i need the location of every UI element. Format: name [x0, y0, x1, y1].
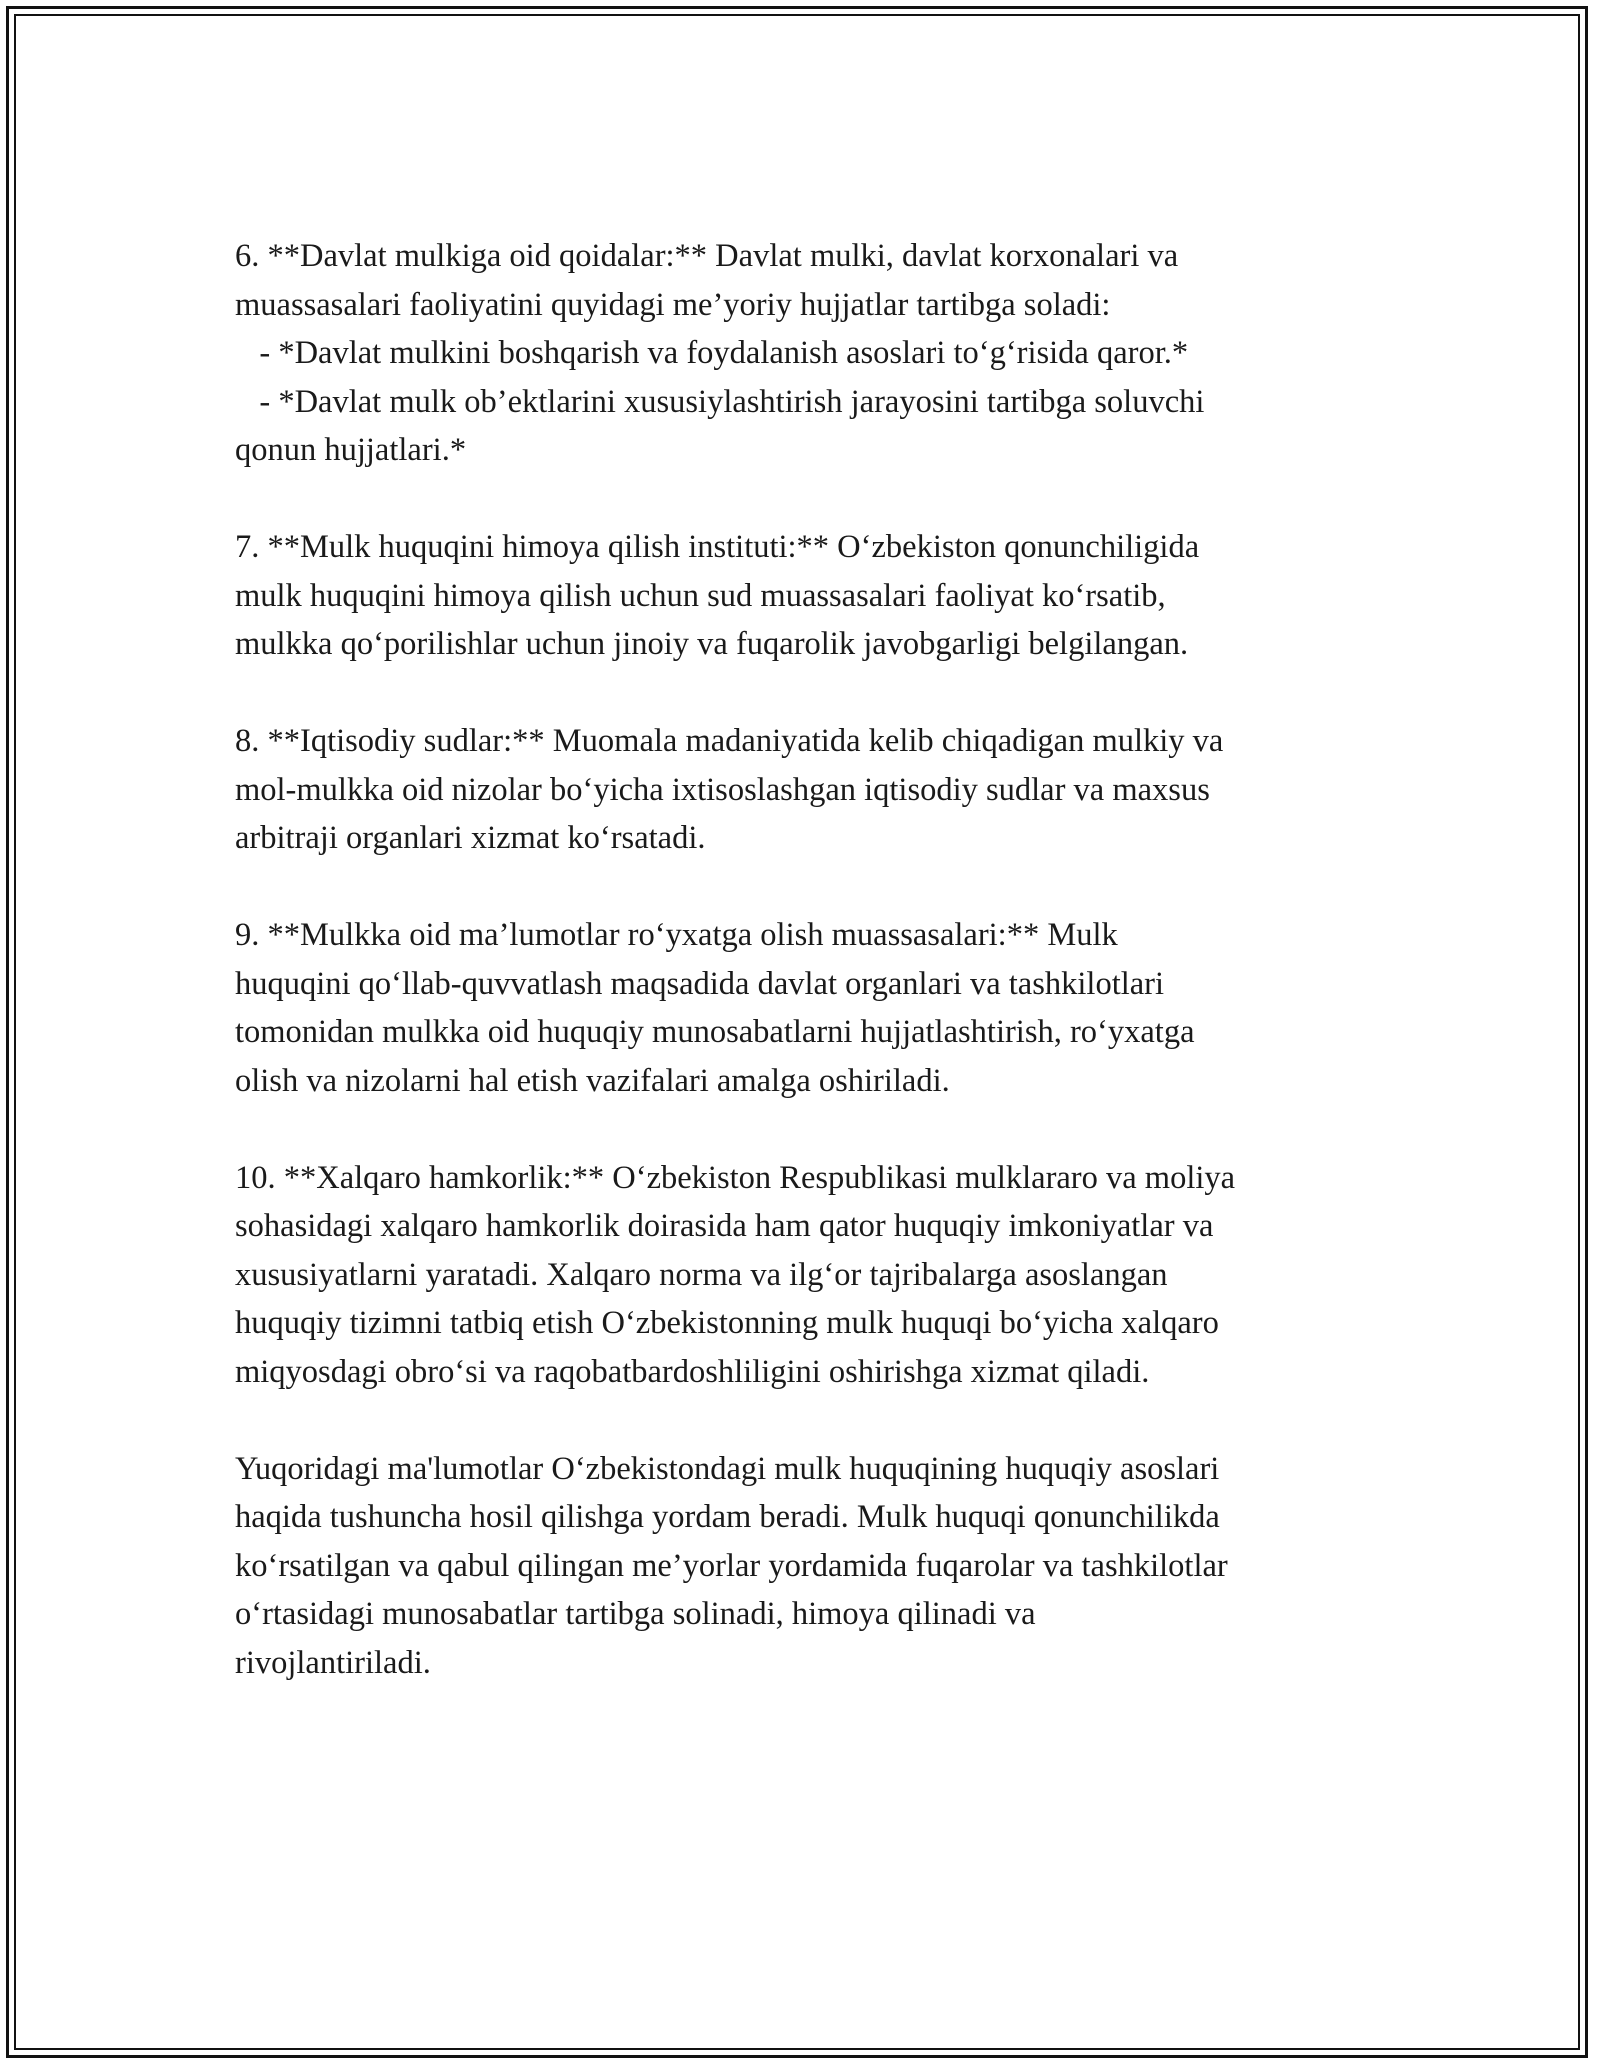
text-line: 10. **Xalqaro hamkorlik:** O‘zbekiston Respublikasi mulklararo va moliya — [235, 1159, 1236, 1196]
text-line: muassasalari faoliyatini quyidagi me’yoriy hujjatlar tartibga soladi: — [235, 286, 1111, 323]
text-line: - *Davlat mulkini boshqarish va foydalanish asoslari to‘g‘risida qaror.* — [235, 335, 1189, 371]
text-line: Yuqoridagi ma'lumotlar O‘zbekistondagi mulk huquqining huquqiy asoslari — [235, 1450, 1220, 1487]
text-line: o‘rtasidagi munosabatlar tartibga solinadi, himoya qilinadi va — [235, 1596, 1036, 1632]
text-line: arbitraji organlari xizmat ko‘rsatadi. — [235, 820, 706, 856]
text-line: xususiyatlarni yaratadi. Xalqaro norma va ilg‘or tajribalarga asoslangan — [235, 1256, 1168, 1293]
text-line: ko‘rsatilgan va qabul qilingan me’yorlar yordamida fuqarolar va tashkilotlar — [235, 1547, 1228, 1584]
text-line: mulkka qo‘porilishlar uchun jinoiy va fuqarolik javobgarligi belgilangan. — [235, 626, 1189, 662]
text-line: 7. **Mulk huquqini himoya qilish instituti:** O‘zbekiston qonunchiligida — [235, 529, 1200, 565]
document-body — [235, 232, 1395, 1736]
text-line: olish va nizolarni hal etish vazifalari amalga oshiriladi. — [235, 1062, 950, 1099]
text-line: 6. **Davlat mulkiga oid qoidalar:** Davlat mulki, davlat korxonalari va — [235, 238, 1179, 274]
text-line: miqyosdagi obro‘si va raqobatbardoshliligini oshirishga xizmat qiladi. — [235, 1353, 1150, 1390]
text-line: huquqiy tizimni tatbiq etish O‘zbekistonning mulk huquqi bo‘yicha xalqaro — [235, 1305, 1219, 1341]
paragraph-7-property-protection — [235, 523, 1395, 669]
text-line: mol-mulkka oid nizolar bo‘yicha ixtisoslashgan iqtisodiy sudlar va maxsus — [235, 771, 1210, 808]
text-line: tomonidan mulkka oid huquqiy munosabatlarni hujjatlashtirish, ro‘yxatga — [235, 1014, 1195, 1050]
text-line: mulk huquqini himoya qilish uchun sud muassasalari faoliyat ko‘rsatib, — [235, 577, 1166, 614]
text-line: 9. **Mulkka oid ma’lumotlar ro‘yxatga olish muassasalari:** Mulk — [235, 917, 1118, 953]
text-line: sohasidagi xalqaro hamkorlik doirasida ham qator huquqiy imkoniyatlar va — [235, 1208, 1214, 1244]
paragraph-conclusion — [235, 1445, 1395, 1688]
text-line: - *Davlat mulk ob’ektlarini xususiylashtirish jarayosini tartibga soluvchi — [235, 383, 1205, 420]
paragraph-8-economic-courts — [235, 717, 1395, 863]
paragraph-6-state-property — [235, 232, 1395, 475]
text-line: rivojlantiriladi. — [235, 1644, 431, 1681]
paragraph-9-registration — [235, 911, 1395, 1105]
text-line: qonun hujjatlari.* — [235, 432, 467, 468]
text-line: haqida tushuncha hosil qilishga yordam beradi. Mulk huquqi qonunchilikda — [235, 1499, 1220, 1535]
paragraph-10-international-cooperation — [235, 1154, 1395, 1397]
text-line: 8. **Iqtisodiy sudlar:** Muomala madaniyatida kelib chiqadigan mulkiy va — [235, 723, 1224, 759]
text-line: huquqini qo‘llab-quvvatlash maqsadida davlat organlari va tashkilotlari — [235, 965, 1165, 1002]
